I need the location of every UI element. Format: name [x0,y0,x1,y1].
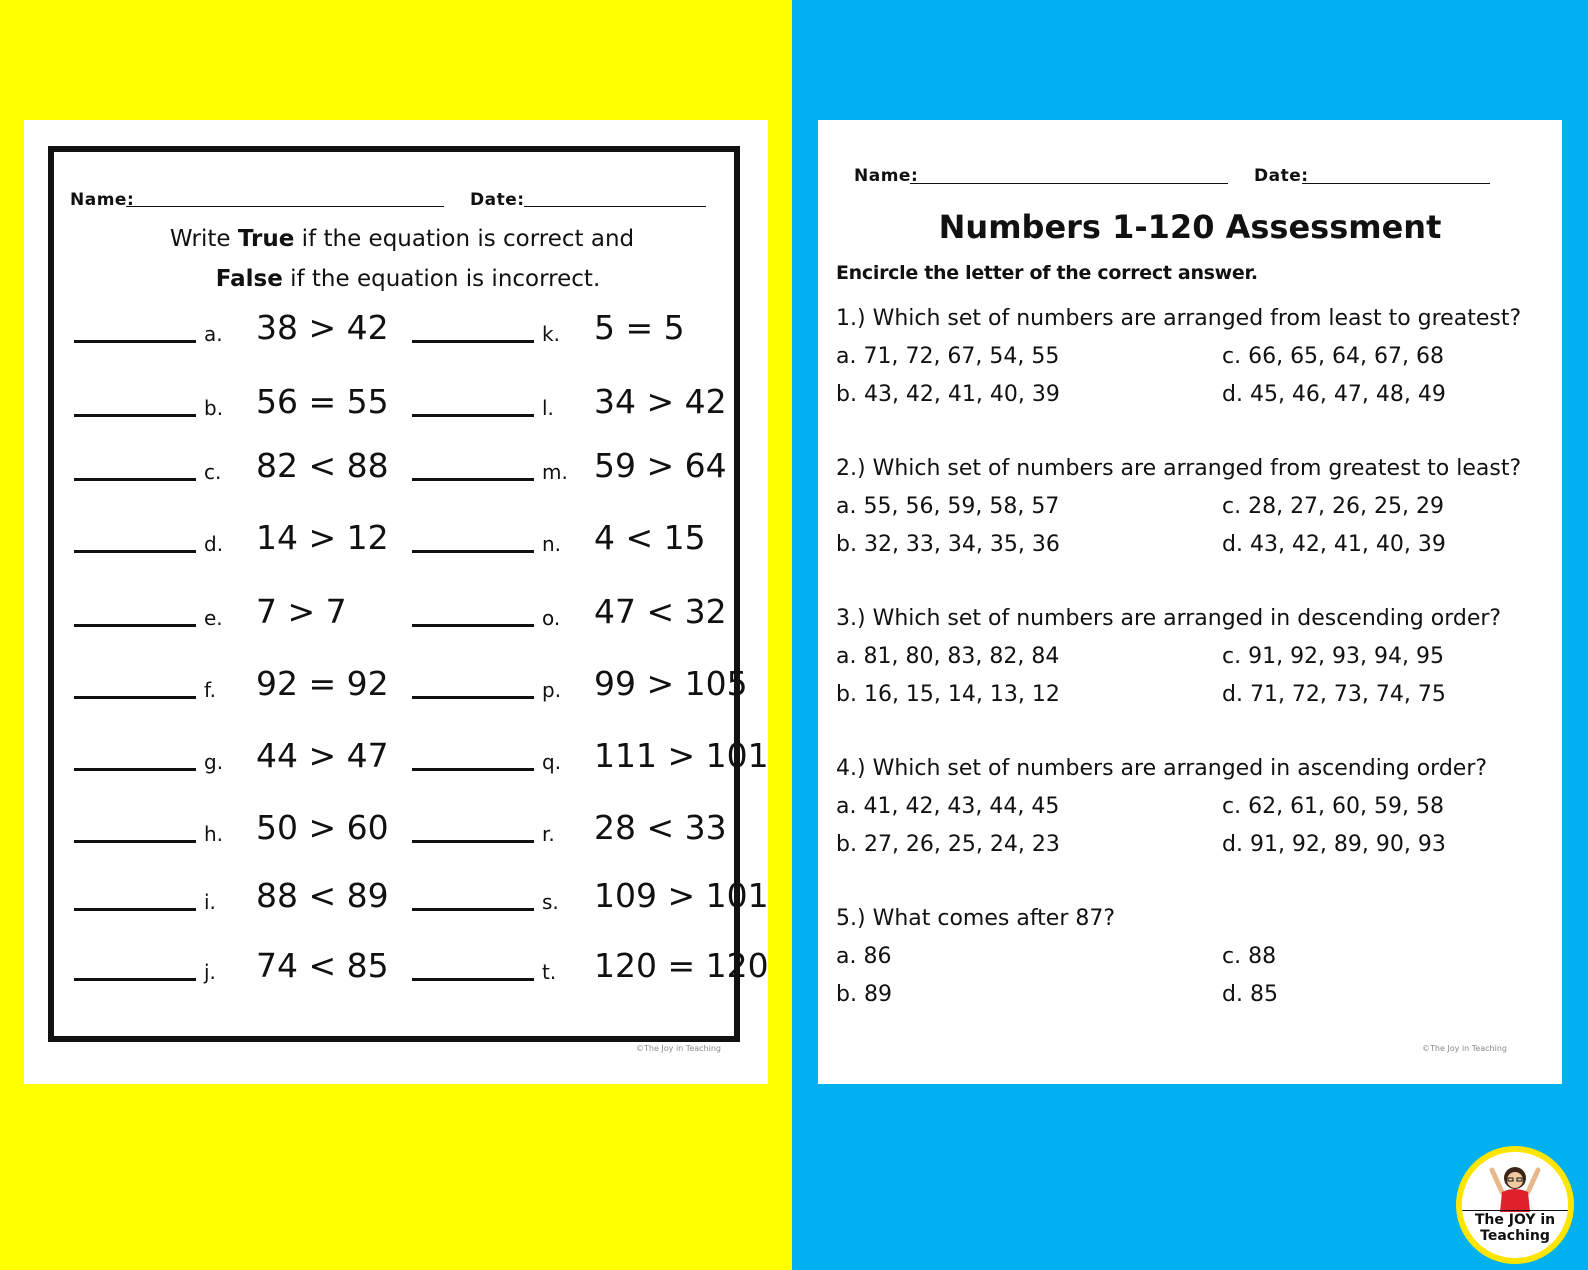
teacher-icon [1462,1152,1568,1212]
equation-text: 38 > 42 [256,308,389,347]
answer-blank[interactable] [74,478,196,481]
equation-text: 44 > 47 [256,736,389,775]
equation-text: 92 = 92 [256,664,389,703]
instruction-line-1: Write True if the equation is correct and [169,226,635,252]
option-d[interactable]: d. 91, 92, 89, 90, 93 [1222,832,1446,857]
equation-text: 50 > 60 [256,808,389,847]
equation-text: 28 < 33 [594,808,727,847]
question-2 [836,456,1536,557]
date-label: Date: [1254,166,1309,186]
equation-text: 4 < 15 [594,518,706,557]
date-line [1302,183,1490,184]
date-line [524,206,706,207]
date-label: Date: [470,190,525,210]
question-4 [836,756,1536,857]
option-a[interactable]: a. 81, 80, 83, 82, 84 [836,644,1060,669]
option-d[interactable]: d. 45, 46, 47, 48, 49 [1222,382,1446,407]
item-letter: m. [542,460,568,484]
option-c[interactable]: c. 28, 27, 26, 25, 29 [1222,494,1444,519]
item-letter: a. [204,322,223,346]
answer-blank[interactable] [412,340,534,343]
item-letter: e. [204,606,223,630]
item-letter: q. [542,750,562,774]
equation-text: 59 > 64 [594,446,727,485]
option-d[interactable]: d. 71, 72, 73, 74, 75 [1222,682,1446,707]
answer-blank[interactable] [412,908,534,911]
assessment-worksheet [818,120,1562,1084]
item-letter: t. [542,960,557,984]
equation-text: 34 > 42 [594,382,727,421]
item-letter: p. [542,678,562,702]
option-a[interactable]: a. 55, 56, 59, 58, 57 [836,494,1060,519]
copyright: ©The Joy in Teaching [1422,1044,1507,1053]
answer-blank[interactable] [74,414,196,417]
instruction-line-2: False if the equation is incorrect. [215,266,601,292]
option-b[interactable]: b. 16, 15, 14, 13, 12 [836,682,1060,707]
item-letter: j. [204,960,216,984]
equation-text: 120 = 120 [594,946,769,985]
logo-text: The JOY in Teaching [1474,1212,1556,1244]
option-a[interactable]: a. 71, 72, 67, 54, 55 [836,344,1060,369]
answer-blank[interactable] [412,978,534,981]
item-letter: c. [204,460,222,484]
item-letter: s. [542,890,559,914]
equation-text: 14 > 12 [256,518,389,557]
answer-blank[interactable] [74,550,196,553]
item-letter: r. [542,822,555,846]
option-d[interactable]: d. 43, 42, 41, 40, 39 [1222,532,1446,557]
option-b[interactable]: b. 89 [836,982,892,1007]
item-letter: o. [542,606,561,630]
answer-blank[interactable] [74,696,196,699]
option-b[interactable]: b. 27, 26, 25, 24, 23 [836,832,1060,857]
page-title: Numbers 1-120 Assessment [938,208,1442,246]
equation-text: 74 < 85 [256,946,389,985]
answer-blank[interactable] [412,550,534,553]
item-letter: d. [204,532,224,556]
question-stem: 4.) Which set of numbers are arranged in ascending order? [836,756,1488,781]
option-d[interactable]: d. 85 [1222,982,1278,1007]
answer-blank[interactable] [412,478,534,481]
question-stem: 2.) Which set of numbers are arranged from greatest to least? [836,456,1522,481]
option-c[interactable]: c. 88 [1222,944,1277,969]
item-letter: k. [542,322,560,346]
answer-blank[interactable] [74,908,196,911]
question-3 [836,606,1536,707]
answer-blank[interactable] [412,768,534,771]
name-label: Name: [70,190,135,210]
question-stem: 1.) Which set of numbers are arranged from least to greatest? [836,306,1522,331]
item-letter: g. [204,750,224,774]
answer-blank[interactable] [412,696,534,699]
copyright: ©The Joy in Teaching [636,1044,721,1053]
equation-text: 5 = 5 [594,308,685,347]
question-1 [836,306,1536,407]
option-c[interactable]: c. 66, 65, 64, 67, 68 [1222,344,1444,369]
name-label: Name: [854,166,919,186]
item-letter: n. [542,532,562,556]
answer-blank[interactable] [412,840,534,843]
direction-text: Encircle the letter of the correct answer. [836,262,1258,284]
option-a[interactable]: a. 41, 42, 43, 44, 45 [836,794,1060,819]
equation-text: 7 > 7 [256,592,347,631]
option-c[interactable]: c. 62, 61, 60, 59, 58 [1222,794,1444,819]
name-line [126,206,444,207]
name-line [910,183,1228,184]
item-letter: h. [204,822,224,846]
equation-text: 88 < 89 [256,876,389,915]
option-a[interactable]: a. 86 [836,944,892,969]
item-letter: b. [204,396,224,420]
answer-blank[interactable] [74,840,196,843]
logo-divider [1462,1210,1568,1211]
equation-text: 111 > 101 [594,736,769,775]
equation-text: 56 = 55 [256,382,389,421]
answer-blank[interactable] [412,624,534,627]
question-5 [836,906,1536,1007]
joy-in-teaching-logo [1456,1146,1574,1264]
option-b[interactable]: b. 32, 33, 34, 35, 36 [836,532,1060,557]
item-letter: f. [204,678,216,702]
equation-text: 47 < 32 [594,592,727,631]
true-false-worksheet [24,120,768,1084]
answer-blank[interactable] [74,624,196,627]
question-stem: 3.) Which set of numbers are arranged in descending order? [836,606,1502,631]
option-b[interactable]: b. 43, 42, 41, 40, 39 [836,382,1060,407]
option-c[interactable]: c. 91, 92, 93, 94, 95 [1222,644,1444,669]
answer-blank[interactable] [74,768,196,771]
answer-blank[interactable] [412,414,534,417]
item-letter: i. [204,890,216,914]
equation-text: 99 > 105 [594,664,748,703]
equation-text: 109 > 101 [594,876,769,915]
item-letter: l. [542,396,554,420]
question-stem: 5.) What comes after 87? [836,906,1116,931]
answer-blank[interactable] [74,978,196,981]
answer-blank[interactable] [74,340,196,343]
equation-text: 82 < 88 [256,446,389,485]
